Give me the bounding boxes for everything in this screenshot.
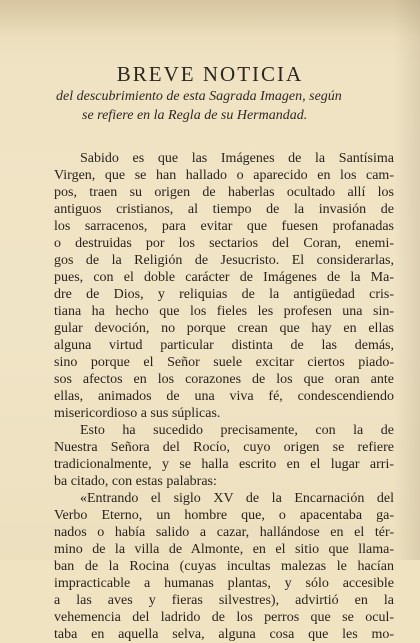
- text-line: tradicionalmente, y se halla escrito en el lugar arri-: [54, 457, 394, 472]
- text-line: pues, con el doble carácter de Imágenes de la Ma-: [54, 270, 394, 285]
- text-line: tiana ha hecho que los fieles les profesen una sin-: [54, 304, 394, 319]
- text-line: «Entrando el siglo XV de la Encarnación del: [80, 491, 394, 506]
- text-line: antiguos cristianos, al tiempo de la invasión de: [54, 202, 394, 217]
- text-line: misericordioso a sus súplicas.: [54, 406, 221, 421]
- subtitle: [56, 87, 376, 125]
- text-line: gos de la Religión de Jesucristo. El considerarlas,: [54, 253, 394, 268]
- text-line: gular devoción, no porque crean que hay en ellas: [54, 321, 394, 336]
- page-title: BREVE NOTICIA: [116, 62, 304, 86]
- text-line: nados o había salido a cazar, hallándose en el tér-: [54, 525, 394, 540]
- text-line: Sabido es que las Imágenes de la Santísima: [80, 151, 394, 166]
- text-line: o destruidas por los sectarios del Coran, enemi-: [54, 236, 394, 251]
- subtitle-line: del descubrimiento de esta Sagrada Imagen, según: [56, 89, 342, 104]
- text-line: sos afectos en los corazones de los que oran ante: [54, 372, 394, 387]
- text-line: alguna virtud particular distinta de las demás,: [54, 338, 394, 353]
- text-line: a las aves y fieras silvestres), advirtió en la: [54, 593, 394, 608]
- text-line: taba en aquella selva, alguna cosa que les mo-: [54, 627, 394, 642]
- text-line: pos, traen su origen de haberlas ocultado allí los: [54, 185, 394, 200]
- text-line: Esto ha sucedido precisamente, con la de: [80, 423, 394, 438]
- text-line: ban de la Rocina (cuyas incultas malezas le hacían: [54, 559, 394, 574]
- text-line: Virgen, que se han hallado o aparecido en los cam-: [54, 168, 394, 183]
- text-line: Verbo Eterno, un hombre que, o apacentaba ga-: [54, 508, 394, 523]
- body-text: [54, 150, 394, 643]
- text-line: mino de la villa de Almonte, en el sitio que llama-: [54, 542, 394, 557]
- text-line: los sarracenos, para evitar que fuesen profanadas: [54, 219, 394, 234]
- text-line: Nuestra Señora del Rocío, cuyo origen se refiere: [54, 440, 394, 455]
- text-line: impracticable a humanas plantas, y sólo accesible: [54, 576, 394, 591]
- subtitle-line: se refiere en la Regla de su Hermandad.: [82, 108, 308, 123]
- text-line: sino porque el Señor suele excitar ciertos piado-: [54, 355, 394, 370]
- text-line: dre de Dios, y reliquias de la antigüedad cris-: [54, 287, 394, 302]
- text-line: ellas, animados de una viva fé, condescendiendo: [54, 389, 394, 404]
- text-line: vehemencia del ladrido de los perros que se ocul-: [54, 610, 394, 625]
- text-line: ba citado, con estas palabras:: [54, 474, 217, 489]
